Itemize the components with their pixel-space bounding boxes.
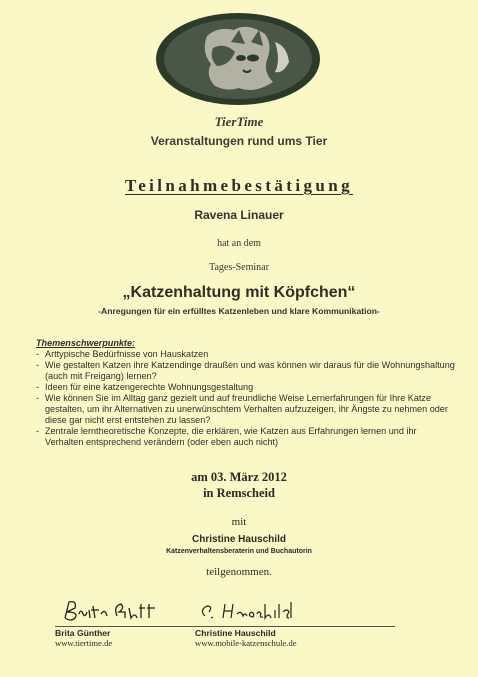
attended-line: hat an dem (217, 238, 261, 249)
signer-website: www.mobile-katzenschule.de (195, 638, 297, 648)
participated-line: teilgenommen. (206, 566, 272, 578)
signer-name: Christine Hauschild (195, 628, 276, 638)
signature-block-left (55, 596, 195, 648)
topics-section (36, 338, 456, 448)
seminar-title: „Katzenhaltung mit Köpfchen“ (122, 284, 356, 301)
with-label: mit (231, 516, 247, 528)
topic-item: - Zentrale lerntheoretische Konzepte, die erklären, wie Katzen aus Erfahrungen lernen und ihr Verhalten entsprechend verändern (oder eben auch nicht) (36, 426, 456, 448)
signature-brita (55, 596, 175, 624)
signature-hauschild (195, 596, 315, 624)
signer-website: www.tiertime.de (55, 638, 113, 648)
brand-name: TierTime (214, 114, 264, 129)
certificate-title: Teilnahmebestätigung (125, 176, 353, 195)
signature-line (195, 626, 395, 627)
tiertime-logo (155, 12, 321, 106)
topic-item: - Ideen für eine katzengerechte Wohnungsgestaltung (36, 382, 456, 393)
topics-heading: Themenschwerpunkte: (36, 338, 136, 348)
topic-item: - Arttypische Bedürfnisse von Hauskatzen (36, 349, 456, 360)
signature-line (55, 626, 195, 627)
trainer-role: Katzenverhaltensberaterin und Buchautorin (166, 548, 312, 555)
signature-block-right (195, 596, 395, 648)
event-date: am 03. März 2012 (191, 470, 287, 484)
topic-item: - Wie gestalten Katzen ihre Katzendinge draußen und was können wir daraus für die Wohnungshaltung (auch mit Freigang) lernen? (36, 360, 456, 382)
seminar-type: Tages-Seminar (209, 262, 269, 273)
signer-name: Brita Günther (55, 628, 111, 638)
topic-item: - Wie können Sie im Alltag ganz gezielt und auf freundliche Weise Lernerfahrungen für Ihre Katze gestalten, um ihr Alternativen zu unerwünschtem Verhalten aufzuzeigen, ihr Ängste zu nehmen oder diese gar nicht erst entstehen zu lassen? (36, 393, 456, 426)
event-place: in Remscheid (203, 486, 275, 500)
seminar-subtitle: -Anregungen für ein erfülltes Katzenleben und klare Kommunikation- (98, 306, 380, 316)
recipient-name: Ravena Linauer (194, 208, 284, 222)
trainer-name: Christine Hauschild (192, 534, 286, 545)
brand-tagline: Veranstaltungen rund ums Tier (150, 134, 328, 148)
